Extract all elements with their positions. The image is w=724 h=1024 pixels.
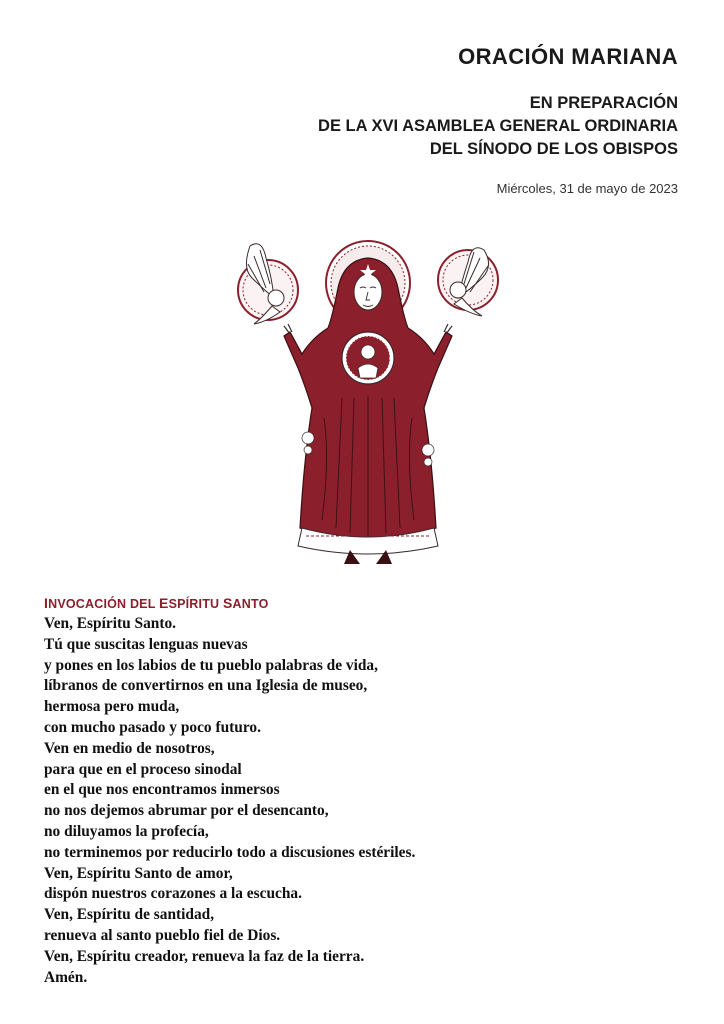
prayer-line: Ven, Espíritu Santo de amor, [44, 864, 233, 882]
prayer-line: y pones en los labios de tu pueblo palabras de vida, [44, 656, 378, 674]
prayer-line: con mucho pasado y poco futuro. [44, 718, 261, 736]
subtitle-line-1: EN PREPARACIÓN [529, 94, 678, 112]
prayer-line: renueva al santo pueblo fiel de Dios. [44, 926, 281, 944]
prayer-line: hermosa pero muda, [44, 698, 180, 716]
document-title: ORACIÓN MARIANA [458, 44, 678, 69]
prayer-line: líbranos de convertirnos en una Iglesia de museo, [44, 677, 368, 695]
virgin-orans-icon [232, 228, 504, 570]
prayer-line: no terminemos por reducirlo todo a discusiones estériles. [44, 843, 416, 861]
heading-initial-i: I [44, 595, 49, 611]
prayer-line: Amén. [44, 968, 88, 986]
document-subtitle [318, 92, 678, 161]
prayer-line: dispón nuestros corazones a la escucha. [44, 885, 302, 903]
prayer-line: no nos dejemos abrumar por el desencanto, [44, 802, 329, 820]
prayer-line: en el que nos encontramos inmersos [44, 781, 280, 799]
heading-part-2: SPÍRITU [168, 597, 223, 611]
heading-part-1: NVOCACIÓN DEL [48, 597, 160, 611]
heading-initial-e: E [159, 595, 169, 611]
prayer-line: para que en el proceso sinodal [44, 760, 242, 778]
prayer-line: Ven, Espíritu de santidad, [44, 906, 215, 924]
prayer-line: Ven, Espíritu creador, renueva la faz de la tierra. [44, 947, 365, 965]
prayer-line: Tú que suscitas lenguas nuevas [44, 635, 248, 653]
prayer-line: Ven en medio de nosotros, [44, 739, 215, 757]
subtitle-line-2: DE LA XVI ASAMBLEA GENERAL ORDINARIA [318, 117, 678, 135]
heading-initial-s: S [222, 595, 233, 611]
prayer-text [44, 614, 694, 988]
document-header [318, 44, 678, 196]
heading-part-3: ANTO [232, 597, 269, 611]
prayer-line: no diluyamos la profecía, [44, 822, 209, 840]
document-date: Miércoles, 31 de mayo de 2023 [496, 181, 678, 196]
section-heading [44, 595, 269, 611]
subtitle-line-3: DEL SÍNODO DE LOS OBISPOS [429, 140, 678, 158]
prayer-line: Ven, Espíritu Santo. [44, 615, 176, 632]
